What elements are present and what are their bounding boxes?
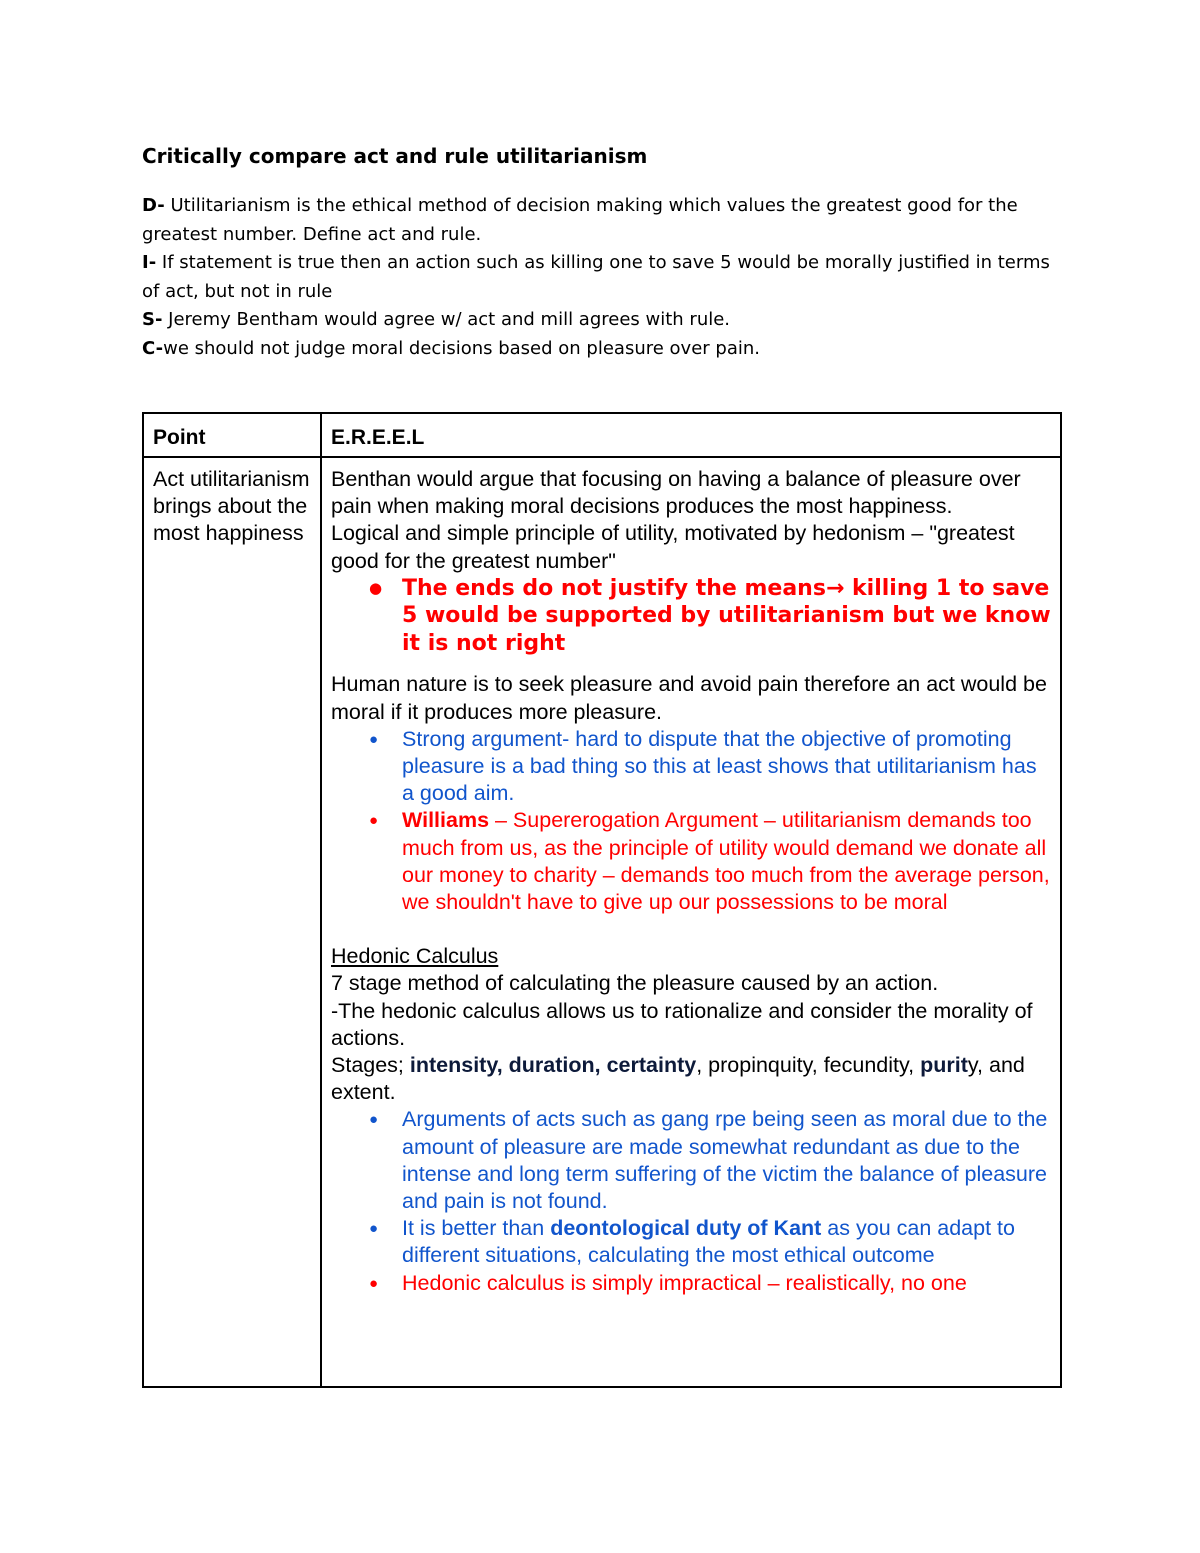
intro-line-s: S- Jeremy Bentham would agree w/ act and mill agrees with rule. <box>142 309 731 331</box>
hedonic-line-2: -The hedonic calculus allows us to rationalize and consider the morality of actions. <box>331 998 1033 1050</box>
document-page <box>142 142 1062 1295</box>
point-cell: Act utilitarianism brings about the most happiness <box>143 457 321 1387</box>
paragraph-utility: Logical and simple principle of utility, motivated by hedonism – "greatest good for the greatest number" <box>331 521 1015 573</box>
intro-line-d: D- Utilitarianism is the ethical method of decision making which values the greatest good for the greatest number. Define act and rule. <box>142 195 1018 245</box>
stages-line: Stages; intensity, duration, certainty, propinquity, fecundity, purity, and extent. <box>331 1052 1025 1105</box>
page-title: Critically compare act and rule utilitarianism <box>142 144 648 168</box>
bullet-strong-argument: ● Strong argument- hard to dispute that the objective of promoting pleasure is a bad thing so this at least shows that utilitarianism has a good aim. <box>402 726 1052 808</box>
explanation-cell <box>321 457 1061 1387</box>
paragraph-bentham: Benthan would argue that focusing on having a balance of pleasure over pain when making moral decisions produces the most happiness. <box>331 467 1021 519</box>
table-header-row <box>143 413 1061 457</box>
bullet-list <box>331 726 1052 916</box>
header-point: Point <box>143 413 321 457</box>
intro-section <box>142 192 1062 364</box>
table-row <box>143 457 1061 1387</box>
hedonic-heading: Hedonic Calculus <box>331 944 499 969</box>
bullet-ends-means: ● The ends do not justify the means→ killing 1 to save 5 would be supported by utilitarianism but we know it is not right <box>402 575 1052 658</box>
bullet-impractical: ● Hedonic calculus is simply impractical – realistically, no one <box>402 1270 1052 1297</box>
intro-line-i: I- If statement is true then an action such as killing one to save 5 would be morally justified in terms of act, but not in rule <box>142 252 1050 302</box>
williams-name: Williams <box>402 808 490 833</box>
bullet-list <box>331 1106 1052 1296</box>
hedonic-line-1: 7 stage method of calculating the pleasure caused by an action. <box>331 971 939 996</box>
essay-table <box>142 412 1062 1388</box>
paragraph-human-nature: Human nature is to seek pleasure and avoid pain therefore an act would be moral if it produces more pleasure. <box>331 672 1047 724</box>
bullet-kant: ● It is better than deontological duty of Kant as you can adapt to different situations, calculating the most ethical outcome <box>402 1215 1052 1269</box>
bullet-gang: ● Arguments of acts such as gang rpe being seen as moral due to the amount of pleasure are made somewhat redundant as due to the intense and long term suffering of the victim the balance of pleasure and pain is not found. <box>402 1106 1052 1215</box>
bullet-list <box>331 575 1052 658</box>
header-ereel: E.R.E.E.L <box>321 413 1061 457</box>
intro-line-c: C-we should not judge moral decisions based on pleasure over pain. <box>142 337 760 359</box>
bullet-williams: ● Williams – Supererogation Argument – utilitarianism demands too much from us, as the principle of utility would demand we donate all our money to charity – demands too much from the average person, we shouldn't have to give up our possessions to be moral <box>402 807 1052 916</box>
